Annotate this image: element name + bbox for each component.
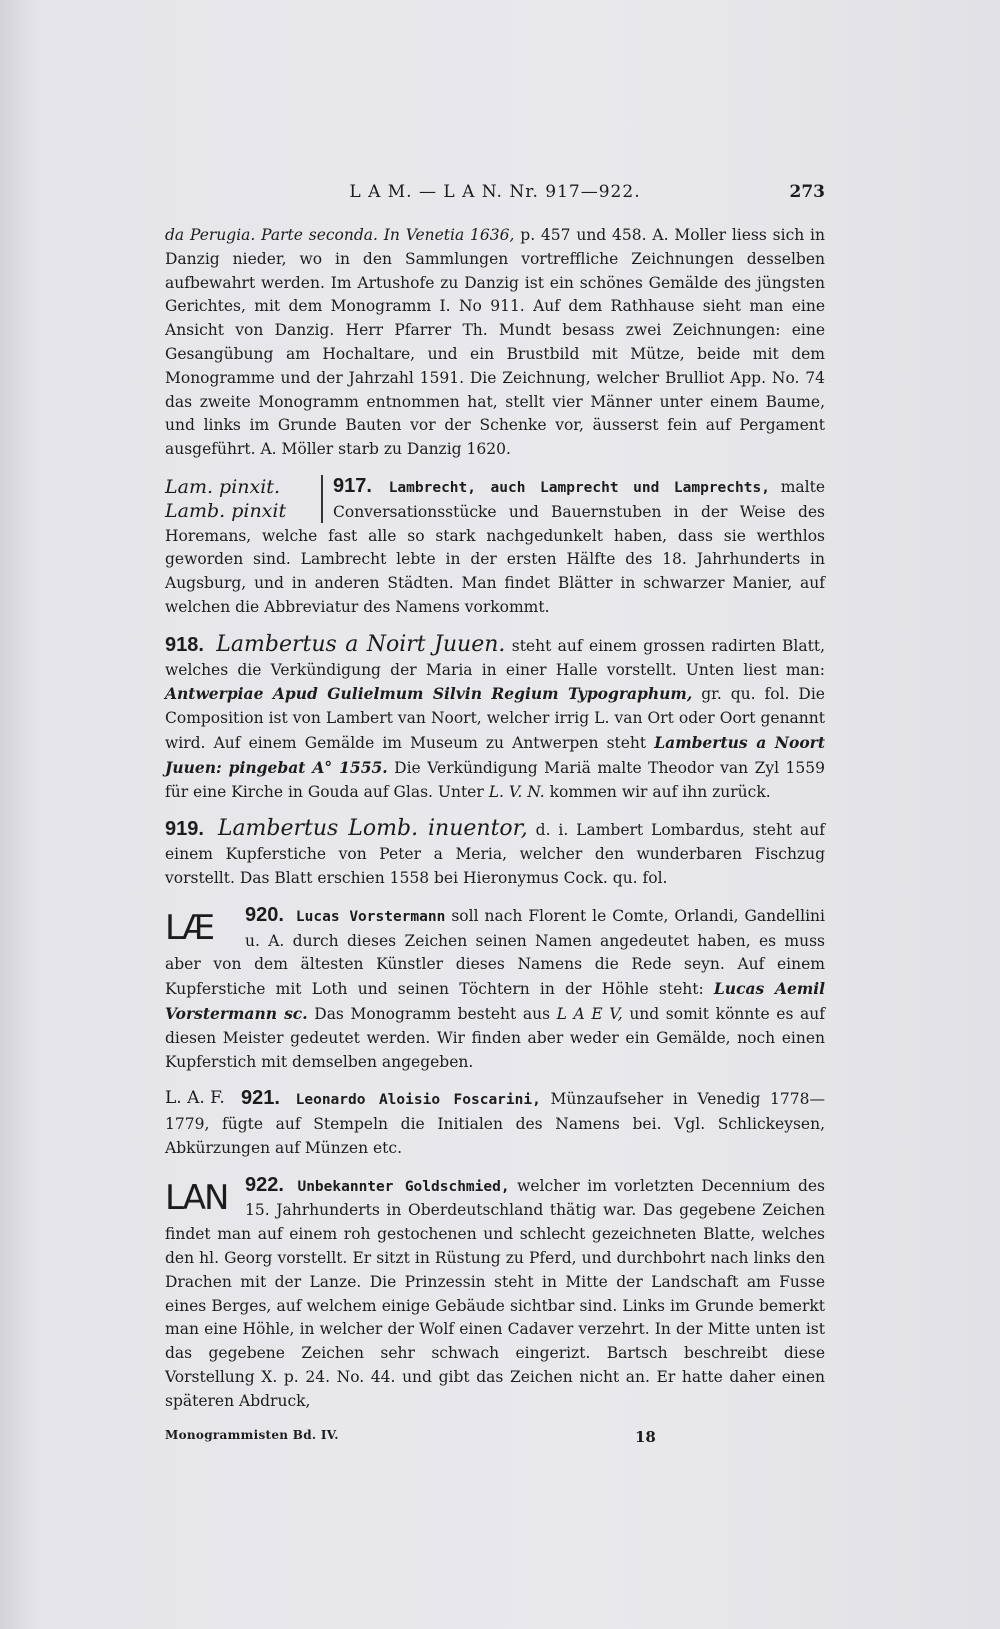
- monogram-mark: LAN: [165, 1177, 228, 1218]
- entry-text: steht auf einem grossen radirten Blatt, welches die Verkündigung der Maria in einer Halle vorstellt. Unten liest man:: [165, 636, 826, 679]
- intro-paragraph: [165, 224, 825, 462]
- monogram-mark: L. A. F.: [165, 1088, 225, 1109]
- entry-text: soll nach Florent le Comte, Orlandi, Gandellini u. A. durch dieses Zeichen seinen Namen angedeutet haben, es muss aber von dem ältesten Künstler dieses Namens die Rede seyn. Auf einem Kupferstiche mit Loth und seinen Töchtern in der Höhle steht:: [165, 906, 825, 999]
- entry-919: [165, 817, 825, 890]
- entry-inscription: Antwerpiae Apud Gulielmum Silvin Regium Typographum,: [165, 684, 693, 704]
- entry-letters: L A E V,: [556, 1004, 623, 1023]
- entry-abbreviation: L. V. N.: [488, 782, 545, 801]
- entry-920: [165, 904, 825, 1075]
- entry-text-4: kommen wir auf ihn zurück.: [549, 782, 771, 801]
- entry-text: d. i. Lambert Lombardus, steht auf einem Kupferstiche von Peter a Meria, welcher den wunderbaren Fischzug vorstellt. Das Blatt erschien 1558 bei Hieronymus Cock. qu. fol.: [165, 821, 825, 887]
- intro-lead: da Perugia. Parte seconda. In Venetia 1636,: [165, 226, 515, 244]
- entry-text-3: Die Verkündigung Mariä malte Theodor van Zyl 1559 für eine Kirche in Gouda auf Glas. Unter: [165, 758, 825, 801]
- entry-name: Lambrecht, auch Lamprecht und Lamprechts,: [388, 479, 770, 496]
- entry-name: Unbekannter Goldschmied,: [297, 1178, 510, 1195]
- monogram-mark: LÆ: [165, 907, 214, 948]
- entry-inscription-2: Lambertus a Noort Juuen: pingebat A° 1555.: [165, 732, 825, 777]
- entry-text-2: Das Monogramm besteht aus: [314, 1004, 551, 1023]
- entry-name: Leonardo Aloisio Foscarini,: [295, 1092, 541, 1109]
- entry-name: Lambertus Lomb. inuentor,: [217, 816, 528, 842]
- entry-917: [165, 475, 825, 620]
- entry-number: 920.: [245, 903, 284, 926]
- entry-inscription: Lucas Aemil Vorstermann sc.: [165, 979, 826, 1023]
- page-number: 273: [789, 182, 825, 202]
- entry-number: 917.: [333, 474, 372, 497]
- intro-text: p. 457 und 458. A. Moller liess sich in Danzig nieder, wo in den Sammlungen vortreffliche Zeichnungen desselben aufbewahrt werden. Im Artushofe zu Danzig ist ein schönes Gemälde des jüngsten Gerichtes, mit dem Monogramm I. No 911. Auf dem Rathhause sieht man eine Ansicht von Danzig. Herr Pfarrer Th. Mundt besass zwei Zeichnungen: eine Gesangübung am Hochaltare, und ein Brustbild mit Mütze, beide mit dem Monogramme und der Jahrzahl 1591. Die Zeichnung, welcher Brulliot App. No. 74 das zweite Monogramm entnommen hat, stellt vier Männer unter einem Baume, und links im Grunde Bauten vor der Schenke vor, äusserst fein auf Pergament ausgeführt. A. Möller starb zu Danzig 1620.: [165, 226, 825, 459]
- monogram-inscription-2: Lamb. pinxit: [165, 499, 287, 522]
- entry-name: Lucas Vorstermann: [295, 908, 446, 925]
- page-footer: [165, 1428, 825, 1450]
- monogram-inscriptions: [165, 475, 323, 523]
- page-body: [165, 224, 825, 1414]
- entry-text: Münzaufseher in Venedig 1778—1779, fügte auf Stempeln die Initialen des Namens bei. Vgl. Schlickeysen, Abkürzungen auf Münzen etc.: [165, 1090, 825, 1157]
- signature-line: Monogrammisten Bd. IV.: [165, 1428, 339, 1442]
- entry-922: [165, 1174, 825, 1414]
- entry-number: 922.: [245, 1173, 284, 1196]
- entry-number: 921.: [241, 1087, 280, 1110]
- entry-text-2: gr. qu. fol. Die Composition ist von Lambert van Noort, welcher irrig L. van Ort oder Oort genannt wird. Auf einem Gemälde im Museum zu Antwerpen steht: [165, 685, 825, 752]
- entry-number: 919.: [165, 818, 204, 841]
- monogram-inscription-1: Lam. pinxit.: [165, 475, 280, 498]
- sheet-number: 18: [635, 1428, 656, 1446]
- entry-name: Lambertus a Noirt Juuen.: [216, 631, 506, 657]
- running-head: [165, 182, 825, 208]
- entry-text: malte Conversationsstücke und Bauernstuben in der Weise des Horemans, welche fast alle so stark nachgedunkelt haben, dass sie werthlos geworden sind. Lambrecht lebte in der ersten Hälfte des 18. Jahrhunderts in Augsburg, und in anderen Städten. Man findet Blätter in schwarzer Manier, auf welchen die Abbreviatur des Namens vorkommt.: [165, 477, 826, 616]
- entry-921: [165, 1087, 825, 1160]
- entry-text: welcher im vorletzten Decennium des 15. Jahrhunderts in Oberdeutschland thätig war. Das gegebene Zeichen findet man auf einem roh gestochenen und schlecht gezeichneten Blatte, welches den hl. Georg vorstellt. Er sitzt in Rüstung zu Pferd, und durchbohrt nach links den Drachen mit der Lanze. Die Prinzessin steht in Mitte der Landschaft am Fusse eines Berges, auf welchem einige Gebäude sichtbar sind. Links im Grunde bemerkt man eine Höhle, in welcher der Wolf einen Cadaver verzehrt. In der Mitte unten ist das gegebene Zeichen sehr schwach eingerizt. Bartsch beschreibt diese Vorstellung X. p. 24. No. 44. und gibt das Zeichen nicht an. Er hatte daher einen späteren Abdruck,: [165, 1176, 825, 1410]
- entry-918: [165, 633, 825, 805]
- running-title: L A M. — L A N. Nr. 917—922.: [349, 182, 641, 202]
- entry-number: 918.: [165, 633, 204, 656]
- entry-text-3: und somit könnte es auf diesen Meister gedeutet werden. Wir finden aber weder ein Gemälde, noch einen Kupferstich mit demselben angegeben.: [165, 1004, 825, 1071]
